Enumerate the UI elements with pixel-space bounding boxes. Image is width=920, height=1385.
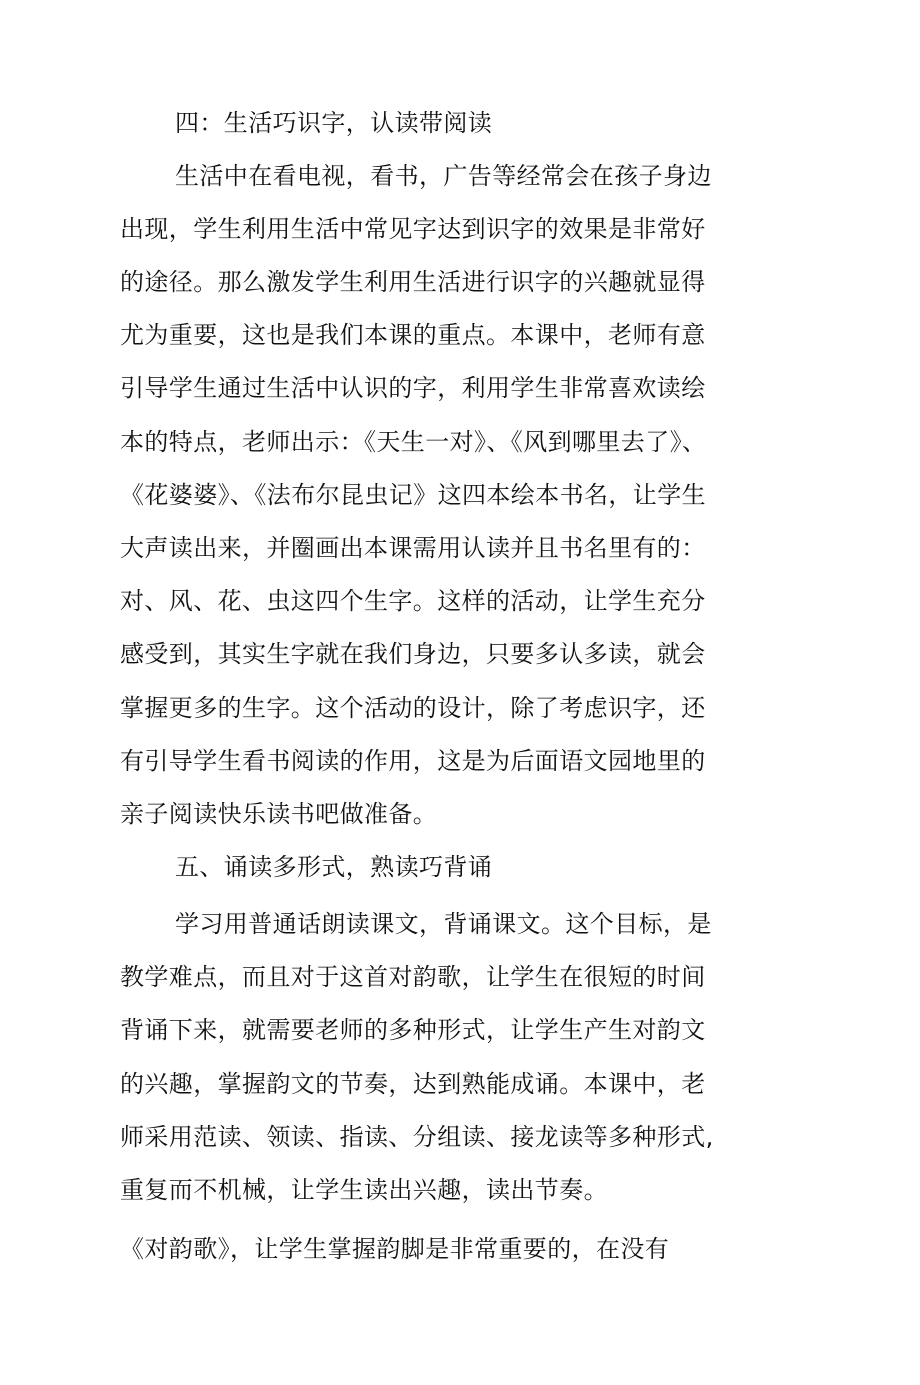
paragraph-line: 尤为重要，这也是我们本课的重点。本课中，老师有意: [120, 321, 706, 349]
paragraph-line: 感受到，其实生字就在我们身边，只要多认多读，就会: [120, 640, 706, 668]
paragraph-line: 的途径。那么激发学生利用生活进行识字的兴趣就显得: [120, 268, 706, 296]
paragraph-line: 有引导学生看书阅读的作用，这是为后面语文园地里的: [120, 747, 706, 775]
paragraph-line: 重复而不机械，让学生读出兴趣，读出节奏。: [120, 1176, 608, 1204]
paragraph-line: 引导学生通过生活中认识的字，利用学生非常喜欢读绘: [120, 374, 706, 402]
paragraph-line: 大声读出来，并圈画出本课需用认读并且书名里有的：: [120, 534, 706, 562]
paragraph-line: 教学难点，而且对于这首对韵歌，让学生在很短的时间: [120, 963, 706, 991]
paragraph-line: 背诵下来，就需要老师的多种形式，让学生产生对韵文: [120, 1016, 706, 1044]
paragraph-line: 对、风、花、虫这四个生字。这样的活动，让学生充分: [120, 587, 706, 615]
paragraph-line: 师采用范读、领读、指读、分组读、接龙读等多种形式,: [120, 1123, 714, 1151]
paragraph-line: 的兴趣，掌握韵文的节奏，达到熟能成诵。本课中，老: [120, 1070, 706, 1098]
section-heading-5: 五、诵读多形式，熟读巧背诵: [175, 853, 493, 881]
paragraph-line: 掌握更多的生字。这个活动的设计，除了考虑识字，还: [120, 694, 706, 722]
paragraph-line: 亲子阅读快乐读书吧做准备。: [120, 800, 438, 828]
paragraph-line: 本的特点，老师出示：《天生一对》、《风到哪里去了》、: [120, 428, 707, 456]
paragraph-line: 《花婆婆》、《法布尔昆虫记》这四本绘本书名，让学生: [120, 481, 706, 509]
paragraph-line: 《对韵歌》，让学生掌握韵脚是非常重要的，在没有: [120, 1235, 670, 1263]
paragraph-line: 出现，学生利用生活中常见字达到识字的效果是非常好: [120, 215, 706, 243]
paragraph-line: 生活中在看电视，看书，广告等经常会在孩子身边: [175, 162, 712, 190]
section-heading-4: 四：生活巧识字，认读带阅读: [175, 109, 493, 137]
paragraph-line: 学习用普通话朗读课文，背诵课文。这个目标，是: [175, 910, 712, 938]
